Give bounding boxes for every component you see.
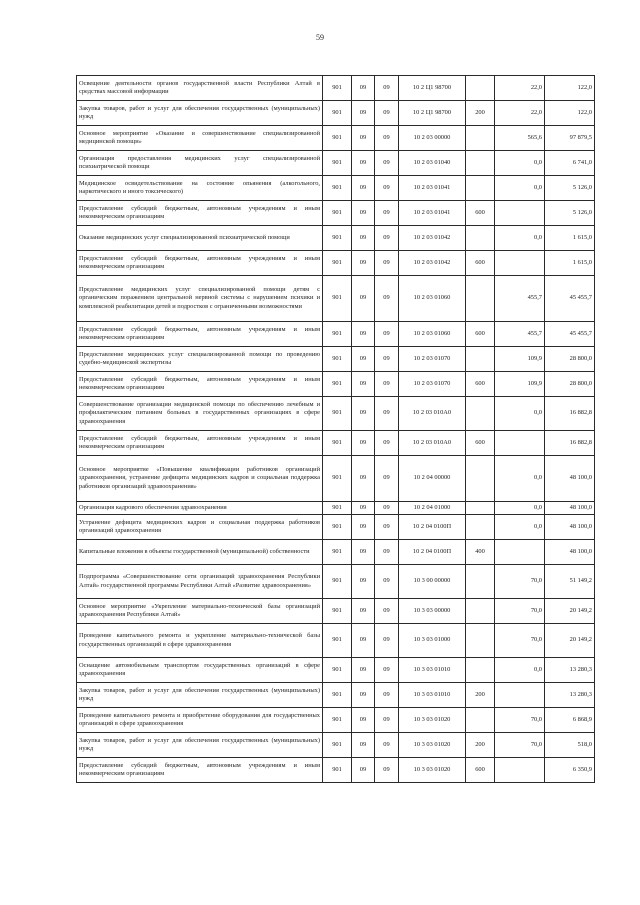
table-row [77, 540, 595, 565]
row-subsection-code: 09 [375, 658, 399, 683]
row-name: Оснащение автомобильным транспортом государственных организаций в сфере здравоохранения [77, 658, 323, 683]
table-row [77, 226, 595, 251]
row-amount-change: 0,0 [495, 176, 545, 201]
row-expense-type-code: 200 [466, 683, 495, 708]
table-row [77, 251, 595, 276]
row-expense-type-code [466, 151, 495, 176]
row-expense-type-code [466, 515, 495, 540]
row-expense-type-code [466, 456, 495, 502]
row-grbs-code: 901 [323, 151, 352, 176]
row-expense-type-code: 600 [466, 372, 495, 397]
row-target-article-code: 10 2 04 00000 [399, 456, 466, 502]
table-row [77, 683, 595, 708]
row-subsection-code: 09 [375, 251, 399, 276]
row-target-article-code: 10 2 03 01041 [399, 201, 466, 226]
row-grbs-code: 901 [323, 683, 352, 708]
row-name: Проведение капитального ремонта и укрепление материально-технической базы государственных организаций в сфере здравоохранения [77, 624, 323, 658]
row-section-code: 09 [352, 733, 375, 758]
row-target-article-code: 10 3 03 01010 [399, 658, 466, 683]
row-grbs-code: 901 [323, 251, 352, 276]
table-row [77, 201, 595, 226]
row-grbs-code: 901 [323, 101, 352, 126]
row-amount-change: 70,0 [495, 733, 545, 758]
row-section-code: 09 [352, 251, 375, 276]
row-amount-change [495, 683, 545, 708]
row-amount-total: 20 149,2 [545, 599, 595, 624]
row-subsection-code: 09 [375, 515, 399, 540]
row-grbs-code: 901 [323, 658, 352, 683]
row-amount-total: 5 126,0 [545, 201, 595, 226]
row-section-code: 09 [352, 151, 375, 176]
table-row [77, 276, 595, 322]
budget-table [76, 75, 595, 783]
row-section-code: 09 [352, 372, 375, 397]
row-section-code: 09 [352, 599, 375, 624]
row-grbs-code: 901 [323, 708, 352, 733]
row-amount-total: 45 455,7 [545, 276, 595, 322]
row-name: Предоставление медицинских услуг специализированной помощи по проведению судебно-медицинской экспертизы [77, 347, 323, 372]
row-target-article-code: 10 2 03 01060 [399, 276, 466, 322]
table-row [77, 624, 595, 658]
row-amount-change: 455,7 [495, 322, 545, 347]
row-subsection-code: 09 [375, 76, 399, 101]
row-amount-change: 0,0 [495, 502, 545, 515]
row-amount-total: 13 280,3 [545, 658, 595, 683]
row-section-code: 09 [352, 502, 375, 515]
row-section-code: 09 [352, 322, 375, 347]
row-section-code: 09 [352, 540, 375, 565]
row-section-code: 09 [352, 176, 375, 201]
row-name: Оказание медицинских услуг специализированной психиатрической помощи [77, 226, 323, 251]
row-amount-change: 22,0 [495, 101, 545, 126]
row-subsection-code: 09 [375, 226, 399, 251]
page-number: 59 [316, 33, 324, 42]
row-target-article-code: 10 3 03 00000 [399, 599, 466, 624]
row-grbs-code: 901 [323, 322, 352, 347]
row-amount-total: 122,0 [545, 76, 595, 101]
row-target-article-code: 10 2 03 01070 [399, 372, 466, 397]
row-amount-change: 109,9 [495, 372, 545, 397]
table-row [77, 502, 595, 515]
table-row [77, 515, 595, 540]
row-amount-total: 16 882,8 [545, 431, 595, 456]
row-name: Организация кадрового обеспечения здравоохранения [77, 502, 323, 515]
row-grbs-code: 901 [323, 347, 352, 372]
row-amount-change: 70,0 [495, 599, 545, 624]
row-section-code: 09 [352, 624, 375, 658]
row-grbs-code: 901 [323, 76, 352, 101]
row-grbs-code: 901 [323, 226, 352, 251]
row-subsection-code: 09 [375, 733, 399, 758]
row-expense-type-code [466, 276, 495, 322]
row-grbs-code: 901 [323, 176, 352, 201]
row-target-article-code: 10 2 04 0100П [399, 540, 466, 565]
row-grbs-code: 901 [323, 565, 352, 599]
row-amount-total: 28 800,0 [545, 347, 595, 372]
row-subsection-code: 09 [375, 201, 399, 226]
row-name: Закупка товаров, работ и услуг для обеспечения государственных (муниципальных) нужд [77, 683, 323, 708]
row-section-code: 09 [352, 515, 375, 540]
row-amount-total: 13 280,3 [545, 683, 595, 708]
row-expense-type-code: 600 [466, 201, 495, 226]
row-grbs-code: 901 [323, 431, 352, 456]
row-target-article-code: 10 3 03 01020 [399, 708, 466, 733]
row-amount-total: 6 741,0 [545, 151, 595, 176]
row-expense-type-code [466, 176, 495, 201]
row-expense-type-code: 600 [466, 251, 495, 276]
row-amount-change [495, 431, 545, 456]
row-amount-change: 70,0 [495, 565, 545, 599]
row-amount-total: 51 149,2 [545, 565, 595, 599]
row-subsection-code: 09 [375, 599, 399, 624]
row-target-article-code: 10 2 03 01060 [399, 322, 466, 347]
row-name: Организация предоставления медицинских услуг специализированной психиатрической помощи [77, 151, 323, 176]
row-expense-type-code [466, 658, 495, 683]
table-row [77, 565, 595, 599]
row-subsection-code: 09 [375, 708, 399, 733]
row-expense-type-code: 600 [466, 758, 495, 783]
row-target-article-code: 10 3 03 01000 [399, 624, 466, 658]
row-amount-total: 518,0 [545, 733, 595, 758]
row-amount-change: 455,7 [495, 276, 545, 322]
row-section-code: 09 [352, 126, 375, 151]
row-expense-type-code [466, 599, 495, 624]
row-amount-total: 6 868,9 [545, 708, 595, 733]
row-expense-type-code [466, 126, 495, 151]
row-expense-type-code: 400 [466, 540, 495, 565]
row-section-code: 09 [352, 456, 375, 502]
row-amount-change: 109,9 [495, 347, 545, 372]
row-name: Предоставление субсидий бюджетным, автономным учреждениям и иным некоммерческим организациям [77, 431, 323, 456]
row-expense-type-code [466, 565, 495, 599]
row-target-article-code: 10 2 03 01042 [399, 226, 466, 251]
row-section-code: 09 [352, 658, 375, 683]
row-section-code: 09 [352, 276, 375, 322]
row-amount-change: 0,0 [495, 658, 545, 683]
row-name: Проведение капитального ремонта и приобретение оборудования для государственных организаций в сфере здравоохранения [77, 708, 323, 733]
row-grbs-code: 901 [323, 201, 352, 226]
row-target-article-code: 10 2 03 01042 [399, 251, 466, 276]
row-name: Предоставление субсидий бюджетным, автономным учреждениям и иным некоммерческим организациям [77, 201, 323, 226]
row-expense-type-code [466, 76, 495, 101]
row-name: Совершенствование организации медицинской помощи по обеспечению лечебным и профилактическим питанием больных в государственных организациях в сфере здравоохранения [77, 397, 323, 431]
table-row [77, 431, 595, 456]
row-name: Медицинское освидетельствование на состояние опьянения (алкогольного, наркотического и иного токсического) [77, 176, 323, 201]
row-target-article-code: 10 3 00 00000 [399, 565, 466, 599]
row-amount-total: 16 882,8 [545, 397, 595, 431]
row-amount-total: 45 455,7 [545, 322, 595, 347]
row-subsection-code: 09 [375, 101, 399, 126]
row-expense-type-code [466, 226, 495, 251]
row-grbs-code: 901 [323, 276, 352, 322]
row-grbs-code: 901 [323, 126, 352, 151]
row-grbs-code: 901 [323, 624, 352, 658]
row-amount-change: 70,0 [495, 624, 545, 658]
row-target-article-code: 10 2 04 0100П [399, 515, 466, 540]
row-name: Подпрограмма «Совершенствование сети организаций здравоохранения Республики Алтай» государственной программы Республики Алтай «Развитие здравоохранения» [77, 565, 323, 599]
row-amount-total: 122,0 [545, 101, 595, 126]
row-amount-change [495, 758, 545, 783]
row-amount-change: 0,0 [495, 397, 545, 431]
row-amount-total: 5 126,0 [545, 176, 595, 201]
row-amount-total: 48 100,0 [545, 502, 595, 515]
row-amount-change: 22,0 [495, 76, 545, 101]
row-subsection-code: 09 [375, 347, 399, 372]
row-amount-total: 6 350,9 [545, 758, 595, 783]
row-subsection-code: 09 [375, 502, 399, 515]
row-section-code: 09 [352, 347, 375, 372]
row-amount-change [495, 201, 545, 226]
row-amount-total: 48 100,0 [545, 540, 595, 565]
table-row [77, 372, 595, 397]
table-row [77, 76, 595, 101]
row-subsection-code: 09 [375, 322, 399, 347]
row-section-code: 09 [352, 101, 375, 126]
table-row [77, 658, 595, 683]
row-section-code: 09 [352, 431, 375, 456]
row-target-article-code: 10 3 03 01020 [399, 733, 466, 758]
row-amount-total: 1 615,0 [545, 226, 595, 251]
row-grbs-code: 901 [323, 733, 352, 758]
row-subsection-code: 09 [375, 758, 399, 783]
row-grbs-code: 901 [323, 515, 352, 540]
row-subsection-code: 09 [375, 624, 399, 658]
row-amount-change: 565,6 [495, 126, 545, 151]
table-row [77, 151, 595, 176]
row-target-article-code: 10 2 03 00000 [399, 126, 466, 151]
row-amount-total: 48 100,0 [545, 515, 595, 540]
row-subsection-code: 09 [375, 683, 399, 708]
table-row [77, 126, 595, 151]
row-section-code: 09 [352, 397, 375, 431]
row-name: Предоставление медицинских услуг специализированной помощи детям с органическим поражением центральной нервной системы с нарушением психики и комплексной реабилитации детей и подростков с ограниченными возможностями [77, 276, 323, 322]
row-target-article-code: 10 3 03 01010 [399, 683, 466, 708]
row-name: Закупка товаров, работ и услуг для обеспечения государственных (муниципальных) нужд [77, 101, 323, 126]
row-amount-change: 0,0 [495, 515, 545, 540]
budget-table-body [77, 76, 595, 783]
row-subsection-code: 09 [375, 565, 399, 599]
row-subsection-code: 09 [375, 276, 399, 322]
row-subsection-code: 09 [375, 431, 399, 456]
table-row [77, 176, 595, 201]
table-row [77, 758, 595, 783]
row-name: Предоставление субсидий бюджетным, автономным учреждениям и иным некоммерческим организациям [77, 322, 323, 347]
row-grbs-code: 901 [323, 540, 352, 565]
row-amount-change: 0,0 [495, 151, 545, 176]
row-section-code: 09 [352, 201, 375, 226]
row-section-code: 09 [352, 76, 375, 101]
row-section-code: 09 [352, 758, 375, 783]
row-expense-type-code [466, 347, 495, 372]
row-name: Предоставление субсидий бюджетным, автономным учреждениям и иным некоммерческим организациям [77, 758, 323, 783]
row-grbs-code: 901 [323, 599, 352, 624]
row-name: Предоставление субсидий бюджетным, автономным учреждениям и иным некоммерческим организациям [77, 372, 323, 397]
table-row [77, 456, 595, 502]
row-grbs-code: 901 [323, 372, 352, 397]
row-name: Капитальные вложения в объекты государственной (муниципальной) собственности [77, 540, 323, 565]
row-name: Предоставление субсидий бюджетным, автономным учреждениям и иным некоммерческим организациям [77, 251, 323, 276]
row-amount-change: 0,0 [495, 456, 545, 502]
row-amount-total: 1 615,0 [545, 251, 595, 276]
row-target-article-code: 10 2 Ц1 98700 [399, 76, 466, 101]
row-amount-total: 20 149,2 [545, 624, 595, 658]
table-row [77, 599, 595, 624]
table-row [77, 708, 595, 733]
row-name: Основное мероприятие «Оказание и совершенствование специализированной медицинской помощи» [77, 126, 323, 151]
row-amount-change: 70,0 [495, 708, 545, 733]
row-amount-change [495, 540, 545, 565]
row-amount-total: 48 100,0 [545, 456, 595, 502]
row-section-code: 09 [352, 565, 375, 599]
row-name: Устранение дефицита медицинских кадров и социальная поддержка работников организаций здравоохранения [77, 515, 323, 540]
row-expense-type-code: 600 [466, 431, 495, 456]
row-target-article-code: 10 2 03 010А0 [399, 431, 466, 456]
row-target-article-code: 10 2 03 01041 [399, 176, 466, 201]
table-row [77, 397, 595, 431]
row-expense-type-code: 200 [466, 733, 495, 758]
table-row [77, 347, 595, 372]
row-subsection-code: 09 [375, 176, 399, 201]
row-name: Основное мероприятие «Укрепление материально-технической базы организаций здравоохранения Республики Алтай» [77, 599, 323, 624]
table-row [77, 101, 595, 126]
row-name: Основное мероприятие «Повышение квалификации работников организаций здравоохранения, устранение дефицита медицинских кадров и социальная поддержка работников организаций здравоохранения» [77, 456, 323, 502]
row-section-code: 09 [352, 708, 375, 733]
row-expense-type-code [466, 397, 495, 431]
row-grbs-code: 901 [323, 758, 352, 783]
row-subsection-code: 09 [375, 397, 399, 431]
row-section-code: 09 [352, 683, 375, 708]
row-target-article-code: 10 2 03 01070 [399, 347, 466, 372]
row-subsection-code: 09 [375, 126, 399, 151]
row-expense-type-code: 600 [466, 322, 495, 347]
row-grbs-code: 901 [323, 456, 352, 502]
row-target-article-code: 10 2 Ц1 98700 [399, 101, 466, 126]
row-amount-change: 0,0 [495, 226, 545, 251]
row-subsection-code: 09 [375, 151, 399, 176]
row-name: Закупка товаров, работ и услуг для обеспечения государственных (муниципальных) нужд [77, 733, 323, 758]
row-amount-total: 97 879,5 [545, 126, 595, 151]
row-expense-type-code: 200 [466, 101, 495, 126]
row-target-article-code: 10 2 04 01000 [399, 502, 466, 515]
row-subsection-code: 09 [375, 456, 399, 502]
row-expense-type-code [466, 624, 495, 658]
row-amount-change [495, 251, 545, 276]
row-target-article-code: 10 2 03 010А0 [399, 397, 466, 431]
table-row [77, 322, 595, 347]
row-grbs-code: 901 [323, 502, 352, 515]
row-name: Освещение деятельности органов государственной власти Республики Алтай в средствах массовой информации [77, 76, 323, 101]
row-amount-total: 28 800,0 [545, 372, 595, 397]
row-section-code: 09 [352, 226, 375, 251]
row-subsection-code: 09 [375, 540, 399, 565]
row-expense-type-code [466, 502, 495, 515]
table-row [77, 733, 595, 758]
row-grbs-code: 901 [323, 397, 352, 431]
row-subsection-code: 09 [375, 372, 399, 397]
row-target-article-code: 10 3 03 01020 [399, 758, 466, 783]
row-expense-type-code [466, 708, 495, 733]
row-target-article-code: 10 2 03 01040 [399, 151, 466, 176]
